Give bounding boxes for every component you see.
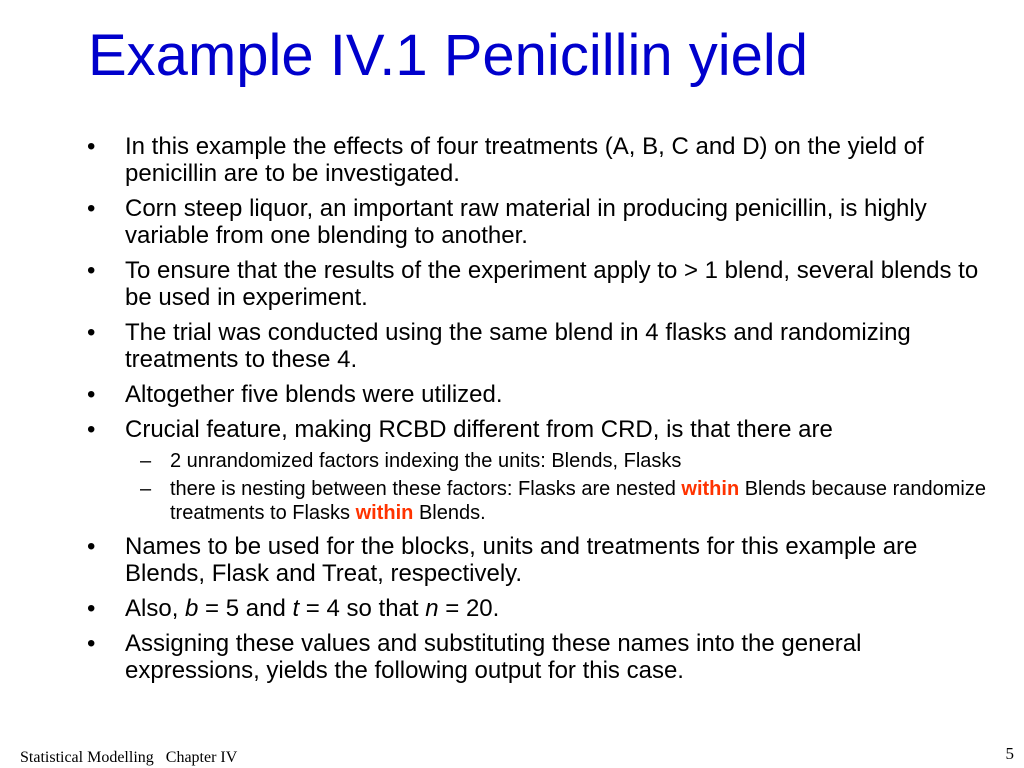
bullet-item bbox=[0, 595, 1024, 622]
bullet-text: Crucial feature, making RCBD different from CRD, is that there are bbox=[125, 416, 833, 443]
sub-bullet-text: 2 unrandomized factors indexing the units: Blends, Flasks bbox=[170, 450, 682, 472]
bullet-marker: • bbox=[87, 319, 96, 346]
bullet-item bbox=[0, 533, 1024, 587]
bullet-text: Names to be used for the blocks, units and treatments for this example are Blends, Flask and Treat, respectively. bbox=[125, 533, 918, 587]
bullet-text: Assigning these values and substituting these names into the general expressions, yields the following output for this case. bbox=[125, 630, 862, 684]
bullet-text: To ensure that the results of the experiment apply to > 1 blend, several blends to be used in experiment. bbox=[125, 257, 979, 311]
slide-title: Example IV.1 Penicillin yield bbox=[88, 23, 809, 88]
bullet-marker: • bbox=[87, 195, 96, 222]
bullet-marker: • bbox=[87, 416, 96, 443]
bullet-text: In this example the effects of four treatments (A, B, C and D) on the yield of penicillin are to be investigated. bbox=[125, 133, 924, 187]
bullet-marker: • bbox=[87, 381, 96, 408]
sub-bullet-item bbox=[0, 449, 1024, 473]
bullet-text: Altogether five blends were utilized. bbox=[125, 381, 503, 408]
slide-content bbox=[0, 133, 1024, 692]
bullet-text: Corn steep liquor, an important raw material in producing penicillin, is highly variable from one blending to another. bbox=[125, 195, 927, 249]
footer-page-number: 5 bbox=[1005, 744, 1014, 763]
bullet-text: = 4 so that bbox=[299, 595, 426, 622]
bullet-text: = 5 and bbox=[198, 595, 293, 622]
bullet-marker: • bbox=[87, 133, 96, 160]
bullet-marker: • bbox=[87, 533, 96, 560]
bullet-text: Also, bbox=[125, 595, 186, 622]
emphasis-within: within bbox=[681, 478, 740, 500]
sub-bullet-text: there is nesting between these factors: Flasks are nested bbox=[170, 478, 682, 500]
sub-bullet-text: Blends because randomize treatments to Flasks bbox=[170, 478, 986, 524]
bullet-item bbox=[0, 381, 1024, 408]
sub-bullet-marker: – bbox=[140, 478, 152, 500]
bullet-item bbox=[0, 133, 1024, 187]
bullet-text: The trial was conducted using the same blend in 4 flasks and randomizing treatments to these 4. bbox=[125, 319, 911, 373]
bullet-marker: • bbox=[87, 630, 96, 657]
bullet-item bbox=[0, 319, 1024, 373]
bullet-text: = 20. bbox=[438, 595, 500, 622]
variable-t: t bbox=[292, 595, 300, 622]
sub-bullet-item bbox=[0, 477, 1024, 525]
sub-bullet-text: Blends. bbox=[413, 502, 486, 524]
emphasis-within: within bbox=[355, 502, 414, 524]
bullet-item bbox=[0, 195, 1024, 249]
sub-bullet-marker: – bbox=[140, 450, 152, 472]
sub-bullet-list bbox=[0, 449, 1024, 525]
variable-n: n bbox=[425, 595, 439, 622]
bullet-item bbox=[0, 257, 1024, 311]
bullet-marker: • bbox=[87, 595, 96, 622]
variable-b: b bbox=[185, 595, 199, 622]
footer-course-label: Statistical Modelling Chapter IV bbox=[20, 749, 238, 766]
bullet-marker: • bbox=[87, 257, 96, 284]
bullet-item bbox=[0, 630, 1024, 684]
bullet-item bbox=[0, 416, 1024, 443]
